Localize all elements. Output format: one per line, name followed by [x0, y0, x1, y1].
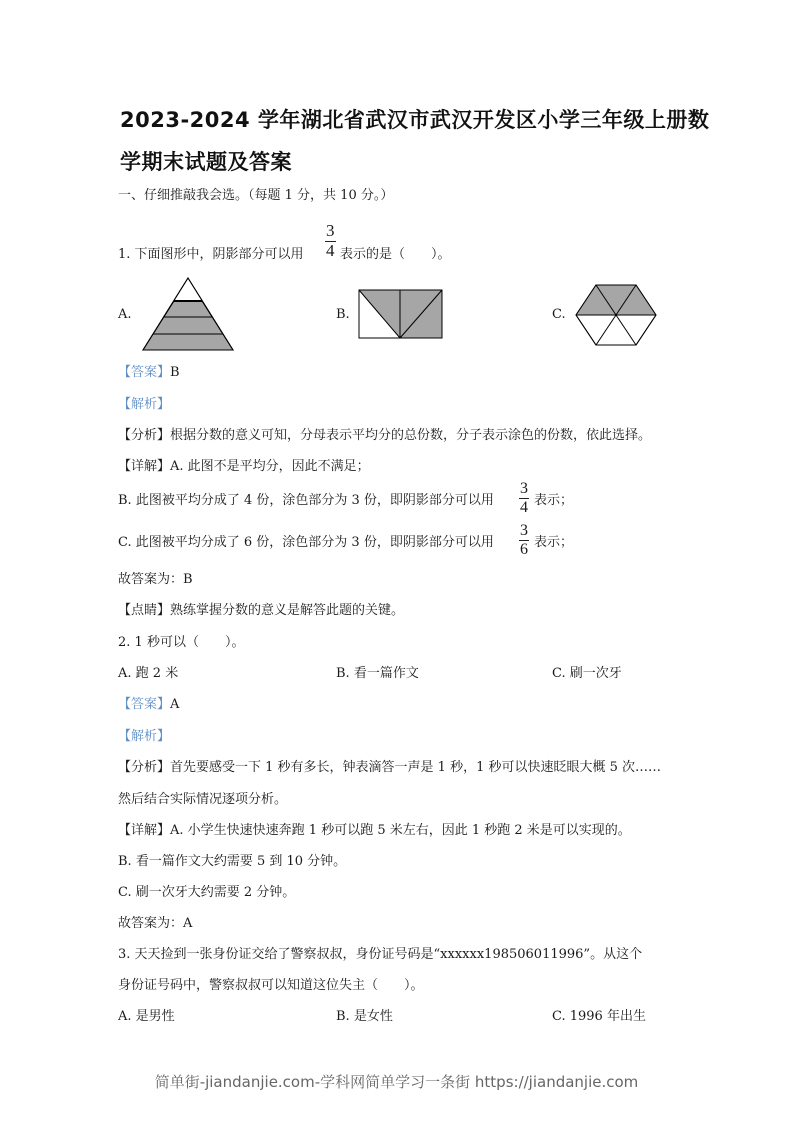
analysis-tag: 【解析】 — [118, 397, 171, 412]
xiangjie-a: A. 小学生快速快速奔跑 1 秒可以跑 5 米左右，因此 1 秒跑 2 米是可以实现的。 — [170, 823, 631, 838]
q1-xiangjie-b — [118, 493, 494, 509]
q1-fenxi — [118, 428, 651, 444]
q1-b-fraction — [519, 480, 529, 516]
xiangjie-b-text: B. 此图被平均分成了 4 份，涂色部分为 3 份，即阴影部分可以用 — [118, 493, 494, 508]
xiangjie-c-text: C. 此图被平均分成了 6 份，涂色部分为 3 份，即阴影部分可以用 — [118, 535, 494, 550]
q1-stem-after: 表示的是（ ）。 — [340, 247, 451, 262]
section-heading: 一、仔细推敲我会选。（每题 1 分，共 10 分。） — [118, 188, 394, 203]
xiangjie-tag: 【详解】 — [118, 459, 171, 474]
q2-xiangjie-c: C. 刷一次牙大约需要 2 分钟。 — [118, 885, 296, 900]
hexagon-figure-icon — [574, 283, 658, 347]
fenxi-tag: 【分析】 — [118, 428, 171, 443]
q2-stem: 2. 1 秒可以（ ）。 — [118, 635, 245, 650]
answer-value: A — [170, 697, 180, 712]
q1-c-fraction — [519, 522, 529, 558]
q1-conclusion: 故答案为：B — [118, 572, 193, 587]
q2-xiangjie-b: B. 看一篇作文大约需要 5 到 10 分钟。 — [118, 854, 347, 869]
xiangjie-a: A. 此图不是平均分，因此不满足； — [170, 459, 370, 474]
q2-fenxi-line2: 然后结合实际情况逐项分析。 — [118, 792, 288, 807]
fenxi-text: 根据分数的意义可知，分母表示平均分的总份数，分子表示涂色的份数，依此选择。 — [170, 428, 652, 443]
answer-tag: 【答案】 — [118, 697, 171, 712]
fraction-numerator: 3 — [520, 480, 528, 497]
q2-fenxi — [118, 760, 661, 776]
q1-xiangjie — [118, 459, 370, 475]
q3-option-c: C. 1996 年出生 — [552, 1009, 646, 1024]
q3-option-a: A. 是男性 — [118, 1009, 175, 1024]
fraction-denominator: 4 — [326, 241, 335, 260]
fraction-numerator: 3 — [520, 522, 528, 539]
q3-stem-line2: 身份证号码中，警察叔叔可以知道这位失主（ ）。 — [118, 978, 424, 993]
xiangjie-tag: 【详解】 — [118, 823, 171, 838]
q1-option-a-label: A. — [118, 307, 132, 322]
q1-fraction — [325, 222, 336, 260]
q2-option-c: C. 刷一次牙 — [552, 666, 622, 681]
q1-stem — [118, 247, 304, 263]
q1-dianjing — [118, 603, 404, 619]
q2-option-a: A. 跑 2 米 — [118, 666, 179, 681]
q2-conclusion: 故答案为：A — [118, 916, 193, 931]
triangle-figure-icon — [140, 276, 236, 352]
q1-xiangjie-c — [118, 535, 494, 551]
fraction-denominator: 6 — [520, 541, 528, 558]
analysis-tag: 【解析】 — [118, 729, 171, 744]
q1-answer — [118, 365, 180, 381]
dianjing-text: 熟练掌握分数的意义是解答此题的关键。 — [170, 603, 405, 618]
fenxi-text: 首先要感受一下 1 秒有多长，钟表滴答一声是 1 秒，1 秒可以快速眨眼大概 5 次…… — [170, 760, 662, 775]
rectangle-figure-icon — [358, 289, 444, 341]
q1-option-c-label: C. — [552, 307, 566, 322]
answer-tag: 【答案】 — [118, 365, 171, 380]
q1-option-b-label: B. — [336, 307, 350, 322]
q2-option-b: B. 看一篇作文 — [336, 666, 419, 681]
fraction-denominator: 4 — [520, 499, 528, 516]
q2-xiangjie — [118, 823, 631, 839]
fenxi-tag: 【分析】 — [118, 760, 171, 775]
q3-option-b: B. 是女性 — [336, 1009, 393, 1024]
fraction-numerator: 3 — [326, 221, 335, 240]
document-title-line1: 2023-2024 学年湖北省武汉市武汉开发区小学三年级上册数 — [120, 108, 710, 132]
dianjing-tag: 【点睛】 — [118, 603, 171, 618]
q1-stem-before: 1. 下面图形中，阴影部分可以用 — [118, 247, 304, 262]
xiangjie-b-after: 表示； — [534, 493, 574, 508]
q3-stem-line1: 3. 天天捡到一张身份证交给了警察叔叔，身份证号码是“xxxxxx198506011996”。从这个 — [118, 947, 643, 962]
q2-answer — [118, 697, 179, 713]
document-title-line2: 学期末试题及答案 — [120, 150, 292, 174]
answer-value: B — [170, 365, 180, 380]
footer-watermark: 简单街-jiandanjie.com-学科网简单学习一条街 https://jiandanjie.com — [154, 1073, 639, 1091]
xiangjie-c-after: 表示； — [534, 535, 574, 550]
